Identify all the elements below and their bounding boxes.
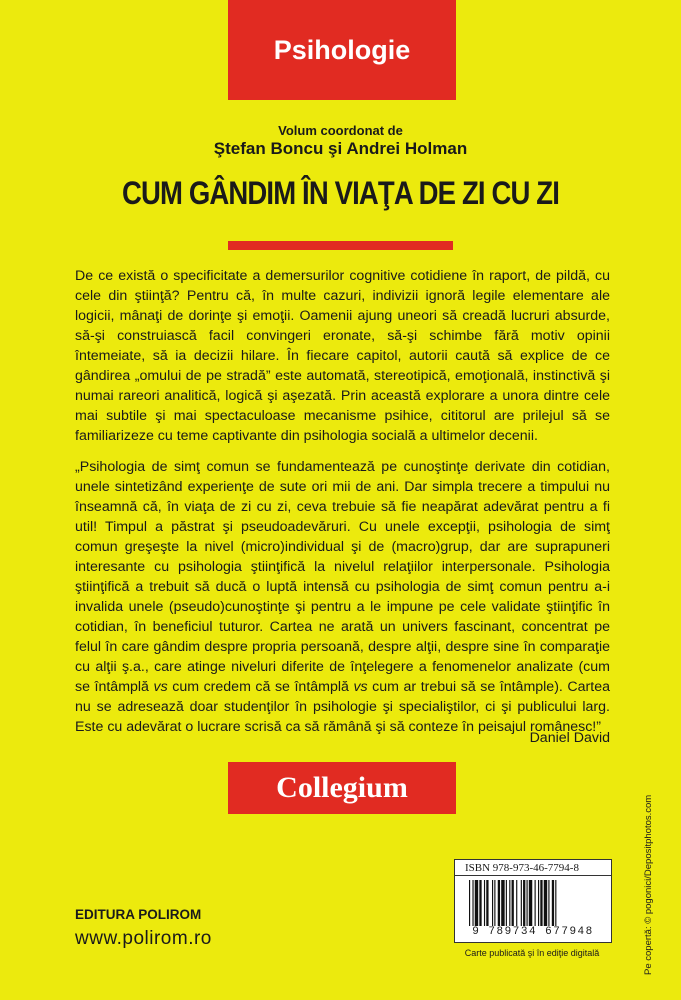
authors: Ştefan Boncu şi Andrei Holman — [213, 139, 468, 158]
quote-text-3: cum ar trebui să se întâmple). Cartea nu se adresează doar studenţilor în psihologie şi specialiştilor, ci şi publicului larg. Este cu adevărat o lucrare scrisă ca să rămână şi să conteze în peisajul românesc!” — [75, 679, 610, 735]
book-title: CUM GÂNDIM ÎN VIAŢA DE ZI CU ZI — [121, 175, 560, 211]
quote-vs-2: vs — [353, 679, 368, 695]
barcode-bars — [469, 880, 599, 926]
book-description: De ce există o specificitate a demersurilor cognitive cotidiene în raport, de pildă, cu cele din ştiinţă? Pentru că, în multe cazuri, indivizii ignoră legile elementare ale logicii, mânaţi de dorinţe şi emoţii. Oamenii ajung uneori să creadă lucruri absurde, să-şi construiască facil convingeri eronate, să-şi schimbe fără motiv opinii întemeiate, să ia decizii hilare. În fiecare capitol, autorii caută să explice de ce gândirea „omului de pe stradă” este automată, stereotipică, emoţională, instinctivă şi numai rareori analitică, logică şi aşezată. Prin această explorare a unora dintre cele mai subtile şi mai spectaculoase mecanisme psihice, cititorul are prilejul să se familiarizeze cu teme captivante din psihologia socială a ultimelor decenii. — [75, 268, 610, 444]
category-label: Psihologie — [273, 34, 411, 65]
publisher-website[interactable]: www.polirom.ro — [75, 928, 212, 949]
endorsement-quote — [75, 457, 610, 737]
quote-text-2: cum credem că se întâmplă — [167, 679, 354, 695]
category-banner — [228, 0, 456, 100]
digital-edition-note: Carte publicată şi în ediţie digitală — [464, 948, 600, 958]
isbn-barcode — [454, 859, 612, 943]
cover-photo-credit: Pe copertă: © pogonici/Depositphotos.com — [643, 794, 654, 975]
quote-vs-1: vs — [153, 679, 168, 695]
title-divider — [228, 241, 453, 250]
barcode-digits: 9 789734 677948 — [472, 926, 594, 938]
isbn-number: ISBN 978-973-46-7794-8 — [455, 860, 611, 876]
quote-text-1: „Psihologia de simţ comun se fundamentează pe cunoştinţe derivate din cotidian, unele sintetizând experienţe de sute ori mii de ani. Dar simpla trecere a timpului nu înseamnă că, în viaţa de zi cu zi, ceva trebuie să fie neapărat adevărat pentru a fi util! Timpul a păstrat şi pseudoadevăruri. Cu unele excepţii, psihologia de simţ comun greşeşte la nivel (micro)individual şi de (macro)grup, dar are suprapuneri interesante cu psihologia ştiinţifică la nivelul relaţiilor interpersonale. Psihologia ştiinţifică a trebuit să ducă o luptă intensă cu psihologia de simţ comun pentru a-i invalida unele (pseudo)cunoştinţe şi pentru a le impune pe cele validate ştiinţific în cotidian, în beneficiul tuturor. Cartea ne arată un univers fascinant, concentrat pe felul în care gândim despre propria persoană, despre alţii, despre sine în comparaţie cu alţii ş.a., care atinge niveluri diferite de înţelegere a fenomenelor analizate (cum se întâmplă — [75, 459, 610, 695]
quote-author: Daniel David — [529, 730, 610, 746]
collection-logo — [228, 762, 456, 814]
coordinated-by-label: Volum coordonat de — [278, 123, 403, 138]
collection-name: Collegium — [276, 771, 408, 804]
publisher-name: EDITURA POLIROM — [75, 907, 202, 922]
